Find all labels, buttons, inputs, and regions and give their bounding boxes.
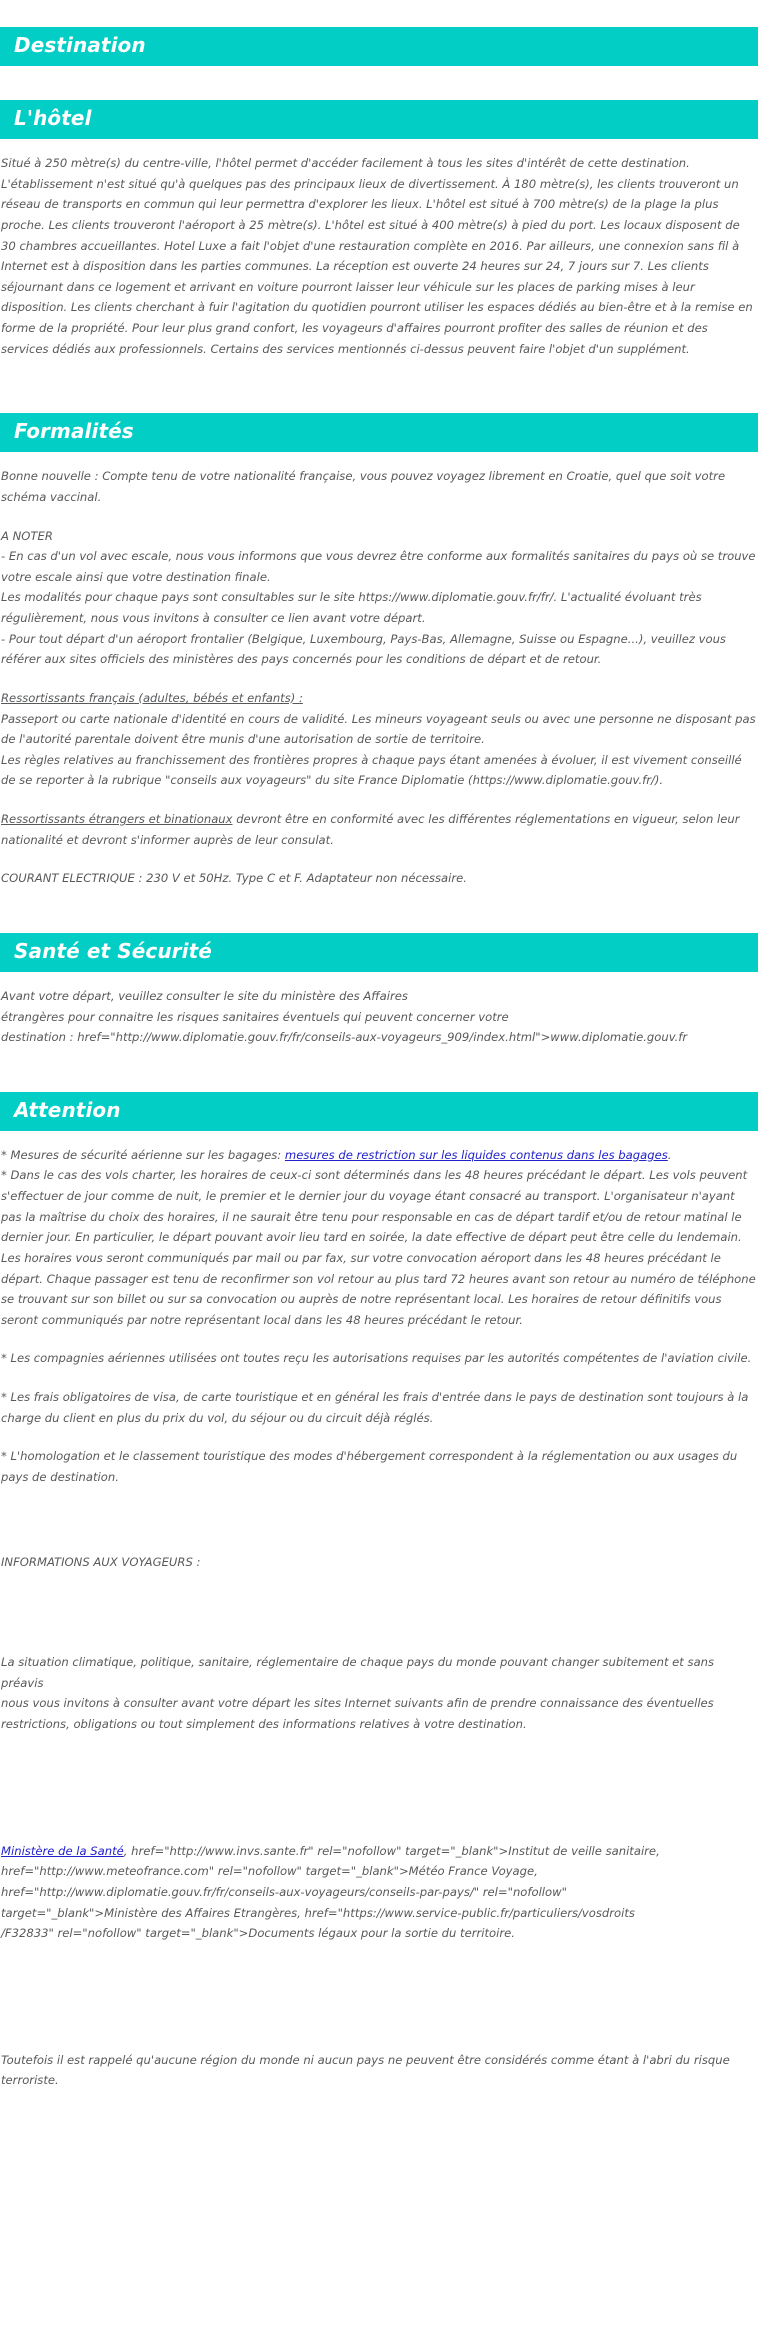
section-heading-hotel: L'hôtel xyxy=(14,106,92,130)
hotel-description-paragraph: Situé à 250 mètre(s) du centre-ville, l'hôtel permet d'accéder facilement à tous les sites d'intérêt de cette destination. L'établissement n'est situé qu'à quelques pas des principaux lieux de divertissement. À 180 mètre(s), les clients trouveront un réseau de transports en commun qui leur permettra d'explorer les lieux. L'hôtel est situé à 700 mètre(s) de la plage la plus proche. Les clients trouveront l'aéroport à 25 mètre(s). L'hôtel est situé à 400 mètre(s) à pied du port. Les locaux disposent de 30 chambres accueillantes. Hotel Luxe a fait l'objet d'une restauration complète en 2016. Par ailleurs, une connexion sans fil à Internet est à disposition dans les parties communes. La réception est ouverte 24 heures sur 24, 7 jours sur 7. Les clients séjournant dans ce logement et arrivant en voiture pourront laisser leur véhicule sur les places de parking mises à leur disposition. Les clients cherchant à fuir l'agitation du quotidien pourront utiliser les espaces dédiés au bien-être et à la remise en forme de la propriété. Pour leur plus grand confort, les voyageurs d'affaires pourront profiter des salles de réunion et des services dédiés aux professionnels. Certains des services mentionnés ci-dessus peuvent faire l'objet d'un supplément. xyxy=(1,156,753,356)
sante-line-3: destination : href="http://www.diplomatie.gouv.fr/fr/conseils-aux-voyageurs_909/index.html">www.diplomatie.gouv.fr xyxy=(1,1030,688,1045)
gap xyxy=(1,1488,756,1552)
sante-line-2: étrangères pour connaitre les risques sanitaires éventuels qui peuvent concerner votre xyxy=(1,1009,509,1024)
gap xyxy=(1,1428,756,1446)
formalites-a-noter-title: A NOTER xyxy=(1,528,53,543)
hotel-description-block xyxy=(0,153,758,359)
formalites-a-noter-1: - En cas d'un vol avec escale, nous vous informons que vous devrez être conforme aux formalités sanitaires du pays où se trouve votre escale ainsi que votre destination finale. xyxy=(1,549,756,584)
attention-links-line-1-rest: , href="http://www.invs.sante.fr" rel="nofollow" target="_blank">Institut de veille sanitaire, xyxy=(123,1843,660,1858)
attention-links-line-3: href="http://www.diplomatie.gouv.fr/fr/conseils-aux-voyageurs/conseils-par-pays/" rel="nofollow" xyxy=(1,1884,567,1899)
gap xyxy=(1,1944,756,2024)
section-heading-formalites: Formalités xyxy=(14,419,134,444)
formalites-bonne-nouvelle: Bonne nouvelle : Compte tenu de votre nationalité française, vous pouvez voyagez librement en Croatie, quel que soit votre schéma vaccinal. xyxy=(1,469,726,504)
attention-situation-2: nous vous invitons à consulter avant votre départ les sites Internet suivants afin de prendre connaissance des éventuelles restrictions, obligations ou tout simplement des informations relatives à votre destination. xyxy=(1,1696,714,1731)
sante-block xyxy=(0,986,758,1048)
formalites-ressortissants-fr-body: Passeport ou carte nationale d'identité en cours de validité. Les mineurs voyageant seuls ou avec une personne ne disposant pas de l'autorité parentale doivent être munis d'une autorisation de sortie de territoire. xyxy=(1,711,756,747)
gap xyxy=(0,359,758,413)
attention-bagages-line xyxy=(1,1145,756,1166)
ministere-sante-link[interactable]: Ministère de la Santé xyxy=(1,1843,124,1858)
formalites-courant-electrique: COURANT ELECTRIQUE : 230 V et 50Hz. Type C et F. Adaptateur non nécessaire. xyxy=(1,871,467,886)
formalites-ressortissants-fr-body2: Les règles relatives au franchissement des frontières propres à chaque pays étant amenées à évoluer, il est vivement conseillé de se reporter à la rubrique "conseils aux voyageurs" du site France Diplomatie (https://www.diplomatie.gouv.fr/). xyxy=(1,752,742,788)
attention-homologation-paragraph: * L'homologation et le classement touristique des modes d'hébergement correspondent à la réglementation ou aux usages du pays de destination. xyxy=(1,1449,738,1484)
section-heading-sante: Santé et Sécurité xyxy=(14,938,212,963)
formalites-ressortissants-fr-title: Ressortissants français (adultes, bébés et enfants) : xyxy=(1,690,303,705)
gap xyxy=(1,791,756,809)
gap xyxy=(1,2024,756,2050)
attention-links-line-4: target="_blank">Ministère des Affaires Etrangères, href="https://www.service-public.fr/particuliers/vosdroits xyxy=(1,1905,635,1920)
attention-links-line-2: href="http://www.meteofrance.com" rel="nofollow" target="_blank">Météo France Voyage, xyxy=(1,1864,538,1879)
gap xyxy=(0,972,758,986)
section-heading-destination: Destination xyxy=(14,33,146,57)
attention-links-line-5: /F32833" rel="nofollow" target="_blank">Documents légaux pour la sortie du territoire. xyxy=(1,1926,515,1941)
gap xyxy=(1,1330,756,1348)
gap xyxy=(0,66,758,100)
gap xyxy=(0,139,758,153)
formalites-ressortissants-etrangers xyxy=(1,809,756,850)
gap xyxy=(1,1369,756,1387)
gap xyxy=(1,1572,756,1652)
section-band-sante xyxy=(0,933,758,972)
attention-frais-paragraph: * Les frais obligatoires de visa, de carte touristique et en général les frais d'entrée dans le pays de destination sont toujours à la charge du client en plus du prix du vol, du séjour ou du circuit déjà réglés. xyxy=(1,1390,749,1425)
attention-block xyxy=(0,1145,758,2091)
section-band-hotel xyxy=(0,100,758,139)
attention-footer-paragraph: Toutefois il est rappelé qu'aucune région du monde ni aucun pays ne peuvent être considérés comme étant à l'abri du risque terroriste. xyxy=(1,2052,730,2088)
attention-compagnies-paragraph: * Les compagnies aériennes utilisées ont toutes reçu les autorisations requises par les autorités compétentes de l'aviation civile. xyxy=(1,1351,752,1366)
section-band-destination xyxy=(0,27,758,66)
gap xyxy=(1,508,756,526)
attention-situation-1: La situation climatique, politique, sanitaire, réglementaire de chaque pays du monde pouvant changer subitement et sans préavis xyxy=(1,1655,715,1690)
section-band-attention xyxy=(0,1092,758,1131)
sante-line-1: Avant votre départ, veuillez consulter le site du ministère des Affaires xyxy=(1,988,408,1003)
gap xyxy=(0,889,758,933)
attention-infos-voyageurs-title: INFORMATIONS AUX VOYAGEURS : xyxy=(1,1554,201,1569)
top-spacer xyxy=(0,0,758,27)
formalites-a-noter-2: Les modalités pour chaque pays sont consultables sur le site https://www.diplomatie.gouv.fr/fr/. L'actualité évoluant très régulièrement, nous vous invitons à consulter ce lien avant votre départ. xyxy=(1,590,702,625)
gap xyxy=(0,1048,758,1092)
formalites-ressortissants-etrangers-body: devront être en conformité avec les différentes réglementations en vigueur, selon leur nationalité et devront s'informer auprès de leur consulat. xyxy=(1,812,740,847)
attention-bagages-prefix: * Mesures de sécurité aérienne sur les bagages: xyxy=(1,1147,285,1162)
attention-bagages-suffix: . xyxy=(667,1147,672,1162)
gap xyxy=(0,452,758,466)
formalites-ressortissants-etrangers-title: Ressortissants étrangers et binationaux xyxy=(1,812,233,826)
formalites-block xyxy=(0,466,758,889)
attention-links-line-1 xyxy=(1,1841,756,1862)
gap xyxy=(1,850,756,868)
gap xyxy=(1,1735,756,1815)
formalites-a-noter-3: - Pour tout départ d'un aéroport frontalier (Belgique, Luxembourg, Pays-Bas, Allemagne, Suisse ou Espagne...), veuillez vous référer aux sites officiels des ministères des pays concernés pour les conditions de départ et de retour. xyxy=(1,631,726,667)
gap xyxy=(1,1815,756,1841)
liquides-restriction-link[interactable]: mesures de restriction sur les liquides contenus dans les bagages xyxy=(284,1147,668,1162)
section-heading-attention: Attention xyxy=(14,1097,121,1122)
section-band-formalites xyxy=(0,413,758,452)
gap xyxy=(1,670,756,688)
attention-charter-paragraph: * Dans le cas des vols charter, les horaires de ceux-ci sont déterminés dans les 48 heures précédant le départ. Les vols peuvent s'effectuer de jour comme de nuit, le premier et le dernier jour du voyage étant consacré au transport. L'organisateur n'ayant pas la maîtrise du choix des horaires, il ne saurait être tenu pour responsable en cas de départ tardif et/ou de retour matinal le dernier jour. En particulier, le départ pouvant avoir lieu tard en soirée, la date effective de départ peut être celle du lendemain. Les horaires vous seront communiqués par mail ou par fax, sur votre convocation aéroport dans les 48 heures précédant le départ. Chaque passager est tenu de reconfirmer son vol retour au plus tard 72 heures avant son retour au numéro de téléphone se trouvant sur son billet ou sur sa convocation ou auprès de notre représentant local. Les horaires de retour définitifs vous seront communiqués par notre représentant local dans les 48 heures précédant le retour. xyxy=(1,1168,756,1327)
gap xyxy=(0,1131,758,1145)
